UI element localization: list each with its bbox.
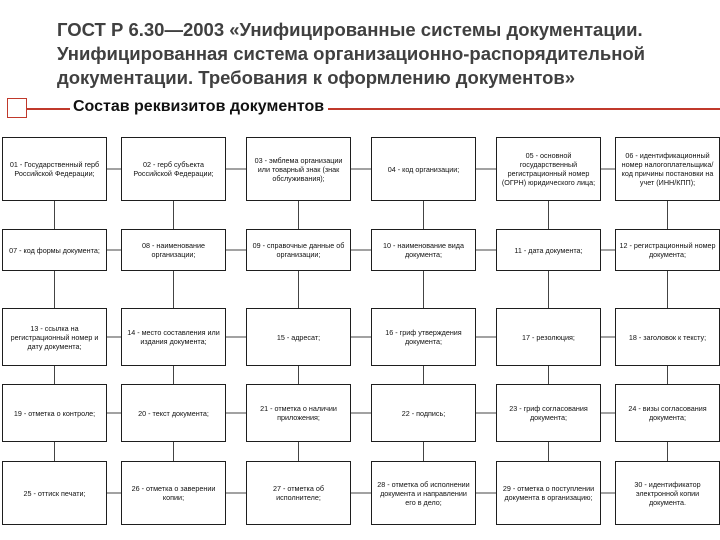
requisite-box bbox=[496, 229, 601, 271]
requisite-box bbox=[615, 229, 720, 271]
requisite-label: 04 - код организации; bbox=[387, 164, 460, 174]
requisite-box bbox=[121, 384, 226, 442]
requisite-label: 16 - гриф утверждения документа; bbox=[385, 328, 462, 346]
requisite-box bbox=[371, 229, 476, 271]
requisite-box bbox=[2, 308, 107, 366]
requisite-box bbox=[121, 229, 226, 271]
requisite-box bbox=[615, 384, 720, 442]
requisite-label: 20 - текст документа; bbox=[138, 408, 209, 418]
requisite-box bbox=[496, 137, 601, 201]
requisite-box bbox=[2, 229, 107, 271]
requisite-box bbox=[615, 461, 720, 525]
requisite-label: 25 - оттиск печати; bbox=[23, 488, 86, 498]
requisite-box bbox=[246, 461, 351, 525]
requisite-box bbox=[121, 308, 226, 366]
requisite-box bbox=[496, 461, 601, 525]
requisite-label: 12 - регистрационный номер документа; bbox=[619, 241, 716, 259]
requisite-label: 26 - отметка о заверении копии; bbox=[131, 484, 216, 502]
requisite-label: 09 - справочные данные об организации; bbox=[252, 241, 345, 259]
requisite-box bbox=[496, 384, 601, 442]
requisite-label: 10 - наименование вида документа; bbox=[382, 241, 464, 259]
requisite-box bbox=[246, 137, 351, 201]
requisite-box bbox=[371, 384, 476, 442]
requisite-box bbox=[615, 137, 720, 201]
requisite-label: 11 - дата документа; bbox=[514, 245, 583, 255]
requisite-box bbox=[246, 308, 351, 366]
requisite-label: 24 - визы согласования документа; bbox=[628, 404, 707, 422]
requisite-label: 27 - отметка об исполнителе; bbox=[273, 484, 324, 502]
subtitle: Состав реквизитов документов bbox=[70, 97, 328, 117]
requisite-label: 13 - ссылка на регистрационный номер и дату документа; bbox=[10, 323, 99, 351]
requisite-box bbox=[496, 308, 601, 366]
requisite-label: 14 - место составления или издания документа; bbox=[127, 328, 220, 346]
requisite-label: 23 - гриф согласования документа; bbox=[509, 404, 588, 422]
requisite-box bbox=[2, 384, 107, 442]
requisite-label: 17 - резолюция; bbox=[522, 332, 575, 342]
requisite-label: 06 - идентификационный номер налогоплательщика/код причины постановки на учет (ИНН/КПП); bbox=[621, 151, 714, 187]
requisite-label: 02 - герб субъекта Российской Федерации; bbox=[133, 160, 214, 178]
requisite-label: 05 - основной государственный регистрационный номер (ОГРН) юридического лица; bbox=[501, 151, 596, 187]
requisite-label: 28 - отметка об исполнении документа и направлении его в дело; bbox=[377, 479, 470, 507]
requisite-label: 15 - адресат; bbox=[276, 332, 321, 342]
requisite-box bbox=[615, 308, 720, 366]
requisite-box bbox=[371, 137, 476, 201]
requisite-label: 21 - отметка о наличии приложения; bbox=[260, 404, 337, 422]
requisite-label: 03 - эмблема организации или товарный знак (знак обслуживания); bbox=[254, 155, 343, 183]
requisite-box bbox=[121, 461, 226, 525]
requisite-label: 18 - заголовок к тексту; bbox=[628, 332, 707, 342]
requisite-label: 22 - подпись; bbox=[401, 408, 446, 418]
requisite-box bbox=[121, 137, 226, 201]
requisite-label: 08 - наименование организации; bbox=[142, 241, 205, 259]
requisite-box bbox=[371, 308, 476, 366]
requisite-label: 30 - идентификатор электронной копии документа. bbox=[634, 479, 701, 507]
requisite-label: 07 - код формы документа; bbox=[9, 245, 100, 255]
slide-title: ГОСТ Р 6.30—2003 «Унифицированные системы документации. Унифицированная система организационно-распорядительной документации. Требования к оформлению документов» bbox=[57, 19, 646, 88]
requisite-box bbox=[371, 461, 476, 525]
requisite-box bbox=[246, 384, 351, 442]
requisite-label: 01 - Государственный герб Российской Федерации; bbox=[9, 160, 100, 178]
requisite-label: 19 - отметка о контроле; bbox=[13, 408, 96, 418]
requisite-box bbox=[246, 229, 351, 271]
requisite-box bbox=[2, 461, 107, 525]
requisite-box bbox=[2, 137, 107, 201]
requisite-label: 29 - отметка о поступлении документа в организацию; bbox=[502, 484, 595, 502]
